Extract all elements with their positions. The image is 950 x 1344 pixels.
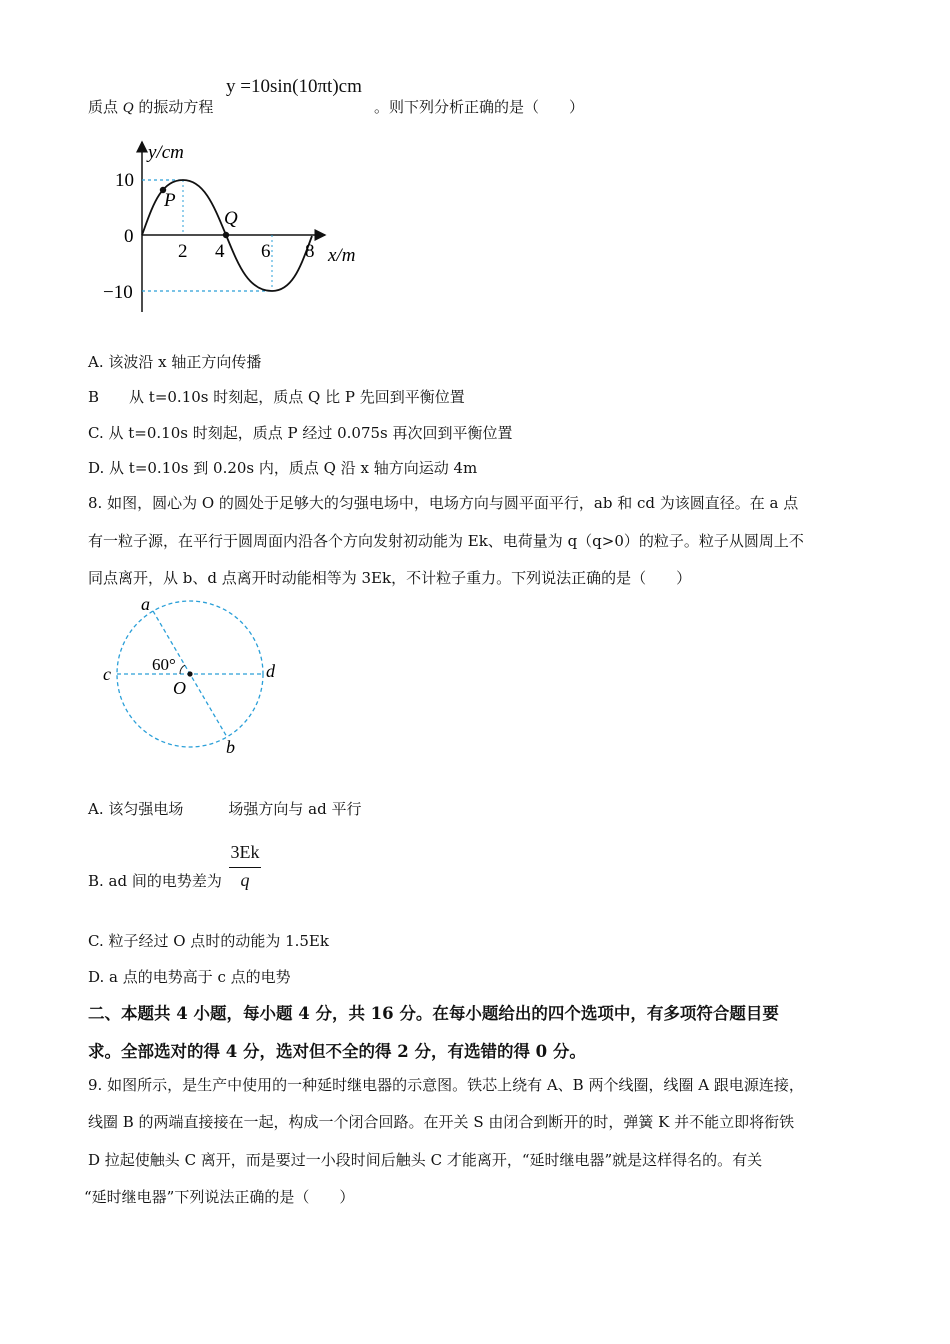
label-a: a (141, 594, 150, 614)
label-c: c (103, 664, 111, 684)
tick-x-6: 6 (261, 241, 271, 262)
point-q-dot (223, 232, 229, 238)
fraction-denominator: q (240, 870, 250, 890)
angle-arc (180, 665, 185, 674)
q8-line-3: 同点离开，从 b、d 点离开时动能相等为 3Ek，不计粒子重力。下列说法正确的是（ ） (88, 569, 692, 587)
label-o: O (173, 678, 186, 698)
q8-line-1: 8. 如图，圆心为 O 的圆处于足够大的匀强电场中，电场方向与圆平面平行，ab 和 cd 为该圆直径。在 a 点 (88, 494, 799, 512)
q7-stem (88, 96, 213, 117)
q7-stem-pre: 质点 (88, 98, 119, 116)
fraction-numerator: 3Ek (230, 842, 260, 862)
tick-x-4: 4 (215, 241, 225, 262)
angle-label: 60° (152, 655, 176, 674)
y-axis-label: y/cm (148, 142, 184, 163)
q7-formula: y =10sin(10πt)cm (226, 76, 362, 97)
section-2-heading-line-2: 求。全部选对的得 4 分，选对但不全的得 2 分，有选错的得 0 分。 (88, 1042, 586, 1061)
q9-line-3: D 拉起使触头 C 离开，而是要过一小段时间后触头 C 才能离开，“延时继电器”就是这样得名的。有关 (88, 1151, 763, 1169)
label-q: Q (224, 208, 238, 229)
fraction-bar (229, 867, 261, 868)
q9-line-2: 线圈 B 的两端直接接在一起，构成一个闭合回路。在开关 S 由闭合到断开的时，弹簧 K 并不能立即将衔铁 (88, 1113, 795, 1131)
section-2-heading-line-1: 二、本题共 4 小题，每小题 4 分，共 16 分。在每小题给出的四个选项中，有多项符合题目要 (88, 1004, 779, 1023)
center-dot (187, 671, 192, 676)
x-axis-label: x/m (328, 245, 356, 266)
tick-x-2: 2 (178, 241, 188, 262)
q9-line-4: “延时继电器”下列说法正确的是（ ） (84, 1188, 355, 1206)
tick-y-0: 0 (124, 226, 134, 247)
circle-diagram (100, 592, 290, 760)
q7-option-c: C. 从 t=0.10s 时刻起，质点 P 经过 0.075s 再次回到平衡位置 (88, 424, 513, 442)
q8-option-a: A. 该匀强电场 场强方向与 ad 平行 (88, 800, 362, 818)
q8-line-2: 有一粒子源，在平行于圆周面内沿各个方向发射初动能为 Ek、电荷量为 q（q>0）的粒子。粒子从圆周上不 (88, 532, 804, 550)
q8-option-d: D. a 点的电势高于 c 点的电势 (88, 968, 291, 986)
q8-option-c: C. 粒子经过 O 点时的动能为 1.5Ek (88, 932, 329, 950)
label-d: d (266, 661, 275, 681)
label-b: b (226, 737, 235, 757)
q7-option-a: A. 该波沿 x 轴正方向传播 (88, 353, 262, 371)
q7-stem-post: 。则下列分析正确的是（ ） (374, 98, 585, 116)
q7-option-b: B 从 t=0.10s 时刻起，质点 Q 比 P 先回到平衡位置 (88, 388, 465, 406)
q8-option-b: B. ad 间的电势差为 (88, 872, 222, 890)
q9-line-1: 9. 如图所示，是生产中使用的一种延时继电器的示意图。铁芯上绕有 A、B 两个线圈，线圈 A 跟电源连接， (88, 1076, 804, 1094)
q7-option-d: D. 从 t=0.10s 到 0.20s 内，质点 Q 沿 x 轴方向运动 4m (88, 459, 478, 477)
tick-x-8: 8 (305, 241, 315, 262)
tick-y-neg10: −10 (103, 282, 133, 303)
tick-y-10: 10 (115, 170, 134, 191)
label-p: P (164, 190, 176, 211)
q7-stem-mid: 的振动方程 (138, 98, 214, 116)
q7-point-q: Q (122, 100, 134, 116)
wave-graph (100, 135, 380, 320)
